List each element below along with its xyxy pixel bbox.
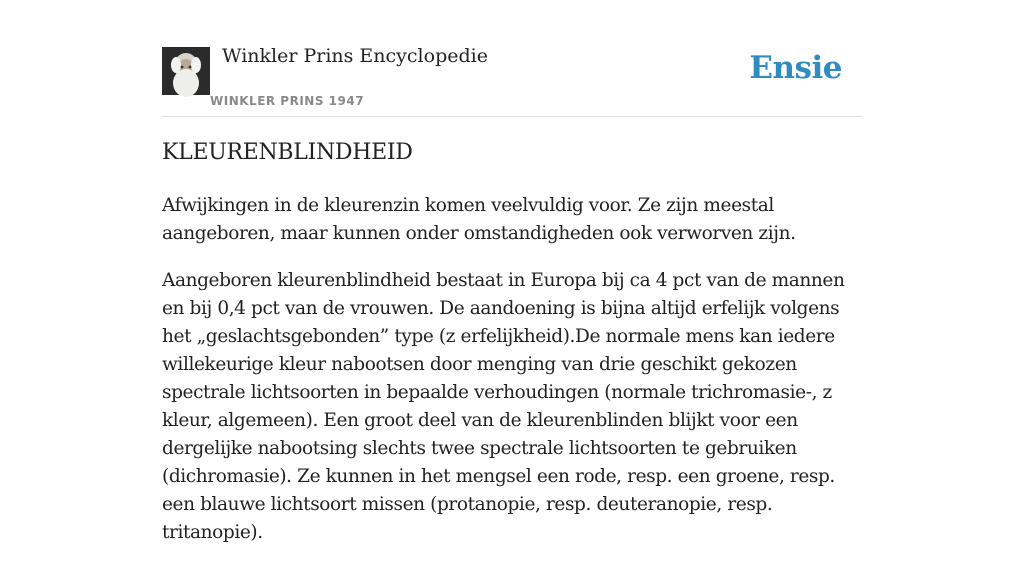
portrait-avatar-icon[interactable] — [162, 47, 210, 95]
source-subtitle[interactable]: WINKLER PRINS 1947 — [210, 94, 365, 108]
article-body — [162, 192, 867, 566]
article-paragraph: Afwijkingen in de kleurenzin komen veelvuldig voor. Ze zijn meestal aangeboren, maar kunnen onder omstandigheden ook verworven zijn. — [162, 195, 796, 244]
article-paragraph: Aangeboren kleurenblindheid bestaat in Europa bij ca 4 pct van de mannen en bij 0,4 pct van de vrouwen. De aandoening is bijna altijd erfelijk volgens het „geslachtsgebonden” type (z erfelijkheid).De normale mens kan iedere willekeurige kleur nabootsen door menging van drie geschikt gekozen spectrale lichtsoorten in bepaalde verhoudingen (normale trichromasie-, z kleur, algemeen). Een groot deel van de kleurenblinden blijkt voor een dergelijke nabootsing slechts twee spectrale lichtsoorten te gebruiken (dichromasie). Ze kunnen in het mengsel een rode, resp. een groene, resp. een blauwe lichtsoort missen (protanopie, resp. deuteranopie, resp. tritanopie). — [162, 270, 845, 543]
source-header — [162, 0, 862, 117]
source-title[interactable]: Winkler Prins Encyclopedie — [222, 45, 488, 67]
article-headword: KLEURENBLINDHEID — [162, 140, 413, 165]
ensie-logo[interactable]: Ensie — [749, 50, 842, 86]
